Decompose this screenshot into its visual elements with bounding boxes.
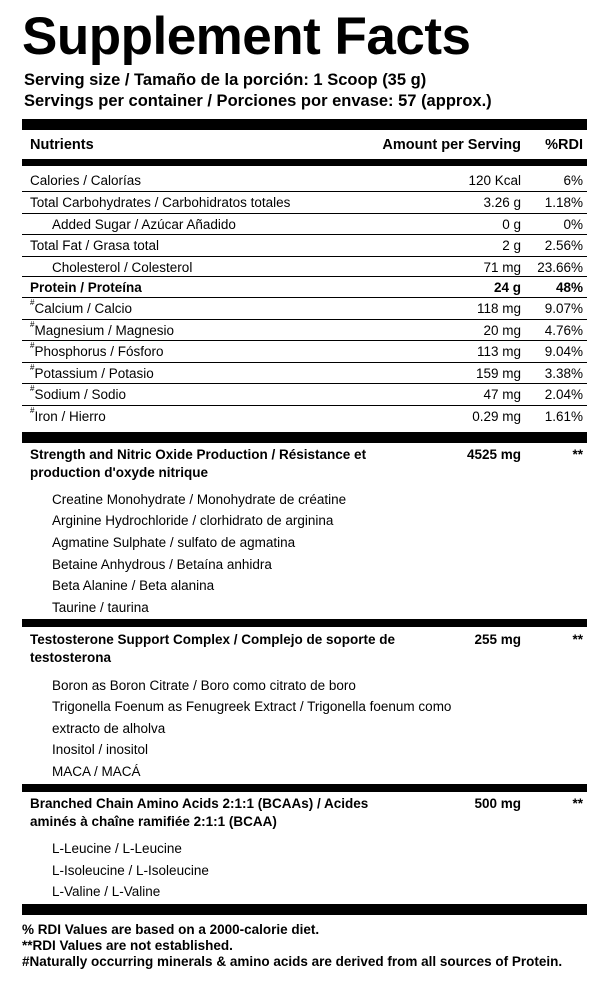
- blend-name: Testosterone Support Complex / Complejo de soporte de testosterona: [30, 632, 396, 665]
- blend-ingredient: Agmatine Sulphate / sulfato de agmatina: [52, 535, 296, 550]
- blend-name: Strength and Nitric Oxide Production / Résistance et production d'oxyde nitrique: [30, 447, 367, 480]
- blend-ingredient: Boron as Boron Citrate / Boro como citrato de boro: [52, 678, 356, 693]
- column-header-amount: Amount per Serving: [382, 137, 521, 153]
- nutrient-rdi: 23.66%: [537, 260, 583, 275]
- nutrient-rdi: 0%: [563, 217, 583, 232]
- blend-header: [22, 631, 587, 667]
- blend-ingredient: L-Isoleucine / L-Isoleucine: [52, 863, 209, 878]
- blend-ingredient: Trigonella Foenum as Fenugreek Extract / Trigonella foenum como extracto de alholva: [52, 699, 452, 736]
- nutrient-rdi: 48%: [555, 280, 583, 295]
- nutrient-amount: 71 mg: [483, 260, 521, 275]
- blend-ingredient: MACA / MACÁ: [52, 764, 141, 779]
- nutrient-name: [30, 235, 159, 256]
- naturally-occurring-mark: #: [30, 384, 35, 393]
- nutrient-amount: 118 mg: [476, 301, 521, 316]
- nutrient-row: [22, 192, 587, 213]
- blend-header: [22, 446, 587, 482]
- nutrient-row: [22, 277, 587, 298]
- nutrient-name: [30, 341, 164, 362]
- column-headers: [22, 133, 587, 157]
- nutrient-label: Total Carbohydrates / Carbohidratos totales: [30, 195, 291, 210]
- nutrient-name: [30, 298, 132, 319]
- bottom-thick-rule: [22, 904, 587, 915]
- nutrient-rdi: 9.04%: [544, 344, 583, 359]
- naturally-occurring-mark: #: [30, 320, 35, 329]
- nutrient-rdi: 3.38%: [544, 366, 583, 381]
- blend-rdi: **: [572, 796, 583, 811]
- nutrient-row: [22, 320, 587, 341]
- footnotes: [22, 922, 592, 970]
- blend-ingredient: Taurine / taurina: [52, 600, 149, 615]
- blend-rdi: **: [572, 447, 583, 462]
- nutrient-name: [52, 214, 236, 235]
- top-thick-rule: [22, 119, 587, 130]
- naturally-occurring-mark: #: [30, 363, 35, 372]
- column-header-nutrients: Nutrients: [30, 137, 94, 153]
- nutrient-row: [22, 384, 587, 405]
- nutrient-name: [52, 257, 192, 278]
- nutrient-name: [30, 170, 141, 191]
- nutrient-label: Added Sugar / Azúcar Añadido: [52, 217, 236, 232]
- nutrient-row: [22, 406, 587, 427]
- nutrient-label: Total Fat / Grasa total: [30, 238, 160, 253]
- blend-header: [22, 795, 587, 831]
- header-thick-rule: [22, 159, 587, 166]
- blend-amount: 255 mg: [474, 632, 521, 647]
- blend-ingredient: L-Leucine / L-Leucine: [52, 841, 182, 856]
- nutrient-rdi: 4.76%: [544, 323, 583, 338]
- nutrient-row: [22, 214, 587, 235]
- nutrient-rdi: 6%: [563, 173, 583, 188]
- nutrient-name: [30, 320, 174, 341]
- nutrient-row: [22, 363, 587, 384]
- nutrient-amount: 20 mg: [483, 323, 521, 338]
- label-title: Supplement Facts: [22, 7, 471, 66]
- nutrient-amount: 0.29 mg: [472, 409, 521, 424]
- nutrient-amount: 3.26 g: [483, 195, 521, 210]
- blend-divider-rule: [22, 619, 587, 627]
- blend-ingredient: Inositol / inositol: [52, 742, 149, 757]
- nutrient-amount: 0 g: [502, 217, 521, 232]
- naturally-occurring-mark: #: [30, 298, 35, 307]
- nutrient-label: Protein / Proteína: [30, 280, 142, 295]
- nutrient-name: [30, 192, 290, 213]
- nutrient-amount: 159 mg: [475, 366, 521, 381]
- nutrient-label: Calcium / Calcio: [34, 301, 132, 316]
- blend-ingredient: Arginine Hydrochloride / clorhidrato de arginina: [52, 513, 334, 528]
- blend-name: Branched Chain Amino Acids 2:1:1 (BCAAs) / Acides aminés à chaîne ramifiée 2:1:1 (BCAA): [30, 796, 369, 829]
- nutrient-rdi: 1.18%: [544, 195, 583, 210]
- nutrient-label: Magnesium / Magnesio: [34, 323, 175, 338]
- naturally-occurring-mark: #: [30, 406, 35, 415]
- nutrient-amount: 2 g: [502, 238, 521, 253]
- nutrient-row: [22, 257, 587, 278]
- nutrient-row: [22, 298, 587, 319]
- nutrient-amount: 113 mg: [476, 344, 521, 359]
- nutrient-rdi: 1.61%: [544, 409, 583, 424]
- serving-size: Serving size / Tamaño de la porción: 1 Scoop (35 g): [24, 71, 427, 89]
- naturally-occurring-mark: #: [30, 341, 35, 350]
- nutrient-label: Potassium / Potasio: [34, 366, 154, 381]
- column-header-rdi: %RDI: [545, 137, 583, 153]
- nutrients-end-rule: [22, 432, 587, 443]
- blend-ingredient: Creatine Monohydrate / Monohydrate de créatine: [52, 492, 347, 507]
- blend-divider-rule: [22, 784, 587, 792]
- footnote-naturally-occurring: #Naturally occurring minerals & amino acids are derived from all sources of Protein.: [22, 954, 563, 969]
- nutrient-label: Cholesterol / Colesterol: [52, 260, 193, 275]
- nutrient-row: [22, 235, 587, 256]
- blend-ingredient: Betaine Anhydrous / Betaína anhidra: [52, 557, 272, 572]
- blend-ingredient: L-Valine / L-Valine: [52, 884, 161, 899]
- blend-rdi: **: [572, 632, 583, 647]
- nutrient-row: [22, 170, 587, 191]
- nutrient-label: Phosphorus / Fósforo: [34, 344, 164, 359]
- blend-ingredient: Beta Alanine / Beta alanina: [52, 578, 215, 593]
- nutrient-name: [30, 406, 106, 427]
- nutrient-name: [30, 277, 142, 298]
- nutrient-label: Sodium / Sodio: [34, 387, 127, 402]
- nutrient-rdi: 2.56%: [544, 238, 583, 253]
- footnote-rdi-basis: % RDI Values are based on a 2000-calorie diet.: [22, 922, 320, 937]
- footnote-rdi-not-established: **RDI Values are not established.: [22, 938, 233, 953]
- nutrient-label: Calories / Calorías: [30, 173, 142, 188]
- blend-amount: 500 mg: [474, 796, 521, 811]
- nutrient-rdi: 9.07%: [544, 301, 583, 316]
- servings-per-container: Servings per container / Porciones por envase: 57 (approx.): [24, 92, 492, 110]
- nutrient-amount: 24 g: [493, 280, 521, 295]
- blend-amount: 4525 mg: [466, 447, 521, 462]
- nutrient-label: Iron / Hierro: [34, 409, 106, 424]
- nutrient-rdi: 2.04%: [544, 387, 583, 402]
- nutrient-name: [30, 384, 126, 405]
- nutrient-amount: 47 mg: [483, 387, 521, 402]
- nutrient-row: [22, 341, 587, 362]
- nutrient-amount: 120 Kcal: [468, 173, 521, 188]
- nutrient-name: [30, 363, 154, 384]
